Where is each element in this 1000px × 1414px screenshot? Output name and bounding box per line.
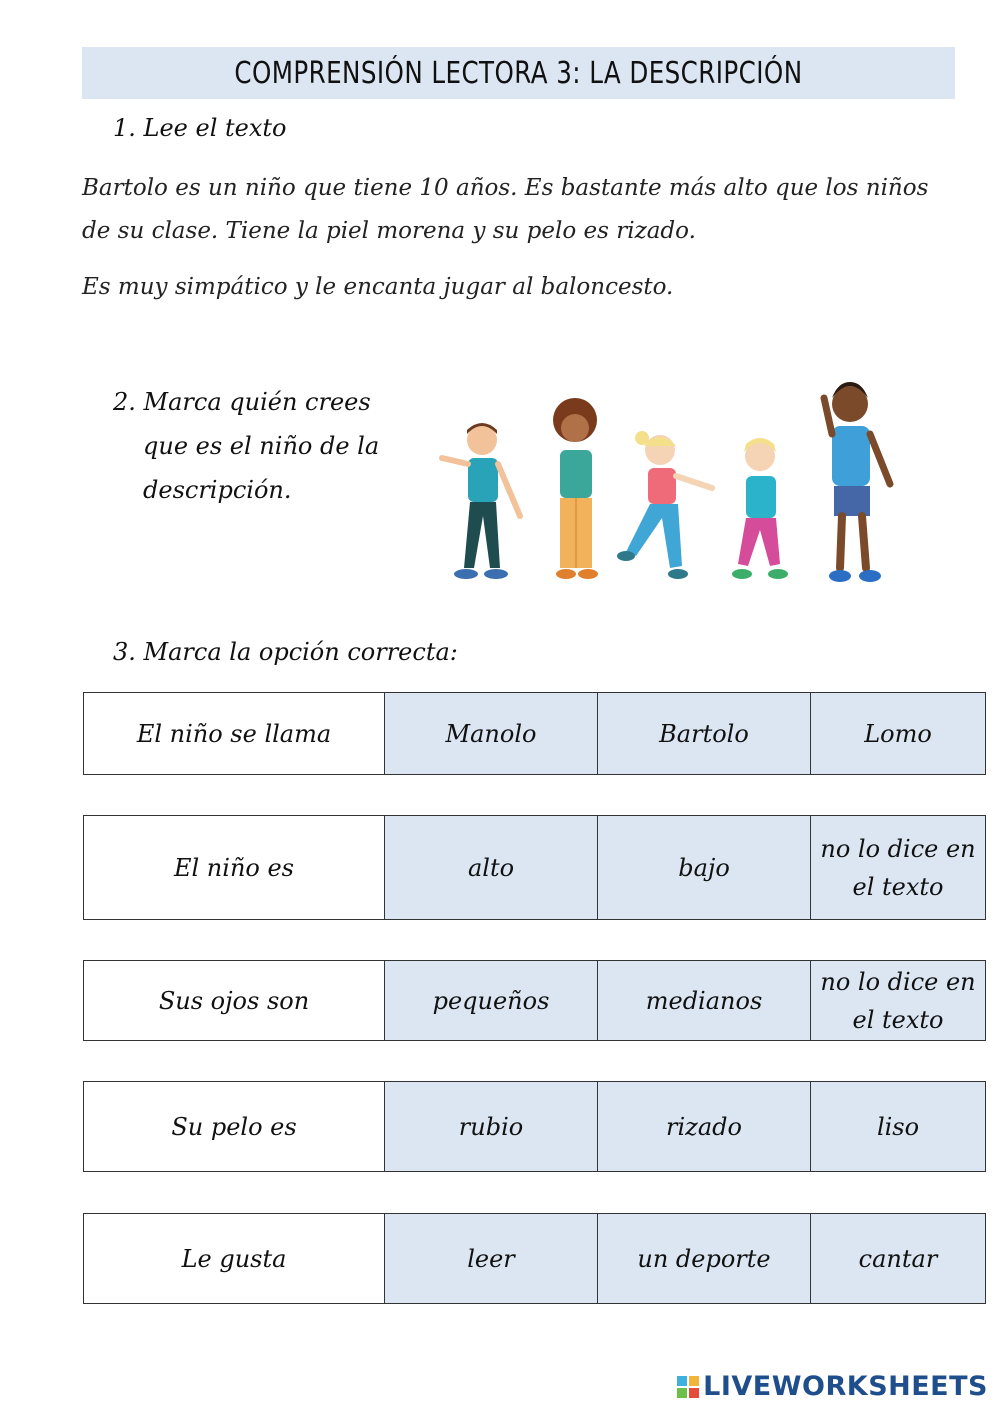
child-5-figure[interactable]: [824, 382, 890, 582]
section2-line-3: descripción.: [143, 476, 292, 504]
child-2-figure[interactable]: [553, 398, 598, 579]
child-1-figure[interactable]: [442, 423, 520, 579]
option-row-1: [83, 692, 986, 775]
row-2-option-2[interactable]: bajo: [598, 816, 811, 920]
row-1-label: El niño se llama: [84, 693, 385, 775]
option-row-5: [83, 1213, 986, 1304]
row-4-option-2[interactable]: rizado: [598, 1082, 811, 1172]
reading-paragraph-1: Bartolo es un niño que tiene 10 años. Es bastante más alto que los niños de su clase. Tiene la piel morena y su pelo es rizado.: [82, 175, 929, 244]
row-1-option-3[interactable]: Lomo: [811, 693, 986, 775]
row-5-option-2[interactable]: un deporte: [598, 1214, 811, 1304]
row-1-option-1[interactable]: Manolo: [385, 693, 598, 775]
section2-line-1: 2. Marca quién crees: [113, 388, 371, 416]
row-2-label: El niño es: [84, 816, 385, 920]
row-4-option-3[interactable]: liso: [811, 1082, 986, 1172]
worksheet-title: COMPRENSIÓN LECTORA 3: LA DESCRIPCIÓN: [234, 55, 803, 91]
section2-line-2: que es el niño de la: [143, 432, 380, 460]
row-1-option-2[interactable]: Bartolo: [598, 693, 811, 775]
row-2-option-1[interactable]: alto: [385, 816, 598, 920]
row-4-label: Su pelo es: [84, 1082, 385, 1172]
logo-text: LIVEWORKSHEETS: [703, 1371, 988, 1402]
row-3-option-1[interactable]: pequeños: [385, 961, 598, 1041]
row-5-option-3[interactable]: cantar: [811, 1214, 986, 1304]
logo-blocks-icon: [677, 1376, 699, 1398]
section1-heading: 1. Lee el texto: [113, 114, 287, 142]
reading-paragraph-2: Es muy simpático y le encanta jugar al baloncesto.: [82, 274, 674, 300]
row-5-label: Le gusta: [84, 1214, 385, 1304]
child-3-figure[interactable]: [617, 431, 712, 579]
row-3-option-3[interactable]: no lo dice en el texto: [811, 961, 986, 1041]
child-4-figure[interactable]: [732, 438, 788, 579]
section2-question: [113, 380, 413, 512]
worksheet-title-bar: [82, 47, 955, 99]
children-illustration: [430, 368, 910, 593]
option-row-4: [83, 1081, 986, 1172]
row-3-label: Sus ojos son: [84, 961, 385, 1041]
row-3-option-2[interactable]: medianos: [598, 961, 811, 1041]
section3-heading: 3. Marca la opción correcta:: [113, 638, 458, 666]
row-2-option-3[interactable]: no lo dice en el texto: [811, 816, 986, 920]
option-row-2: [83, 815, 986, 920]
row-5-option-1[interactable]: leer: [385, 1214, 598, 1304]
liveworksheets-logo: [677, 1371, 988, 1402]
option-row-3: [83, 960, 986, 1041]
row-4-option-1[interactable]: rubio: [385, 1082, 598, 1172]
